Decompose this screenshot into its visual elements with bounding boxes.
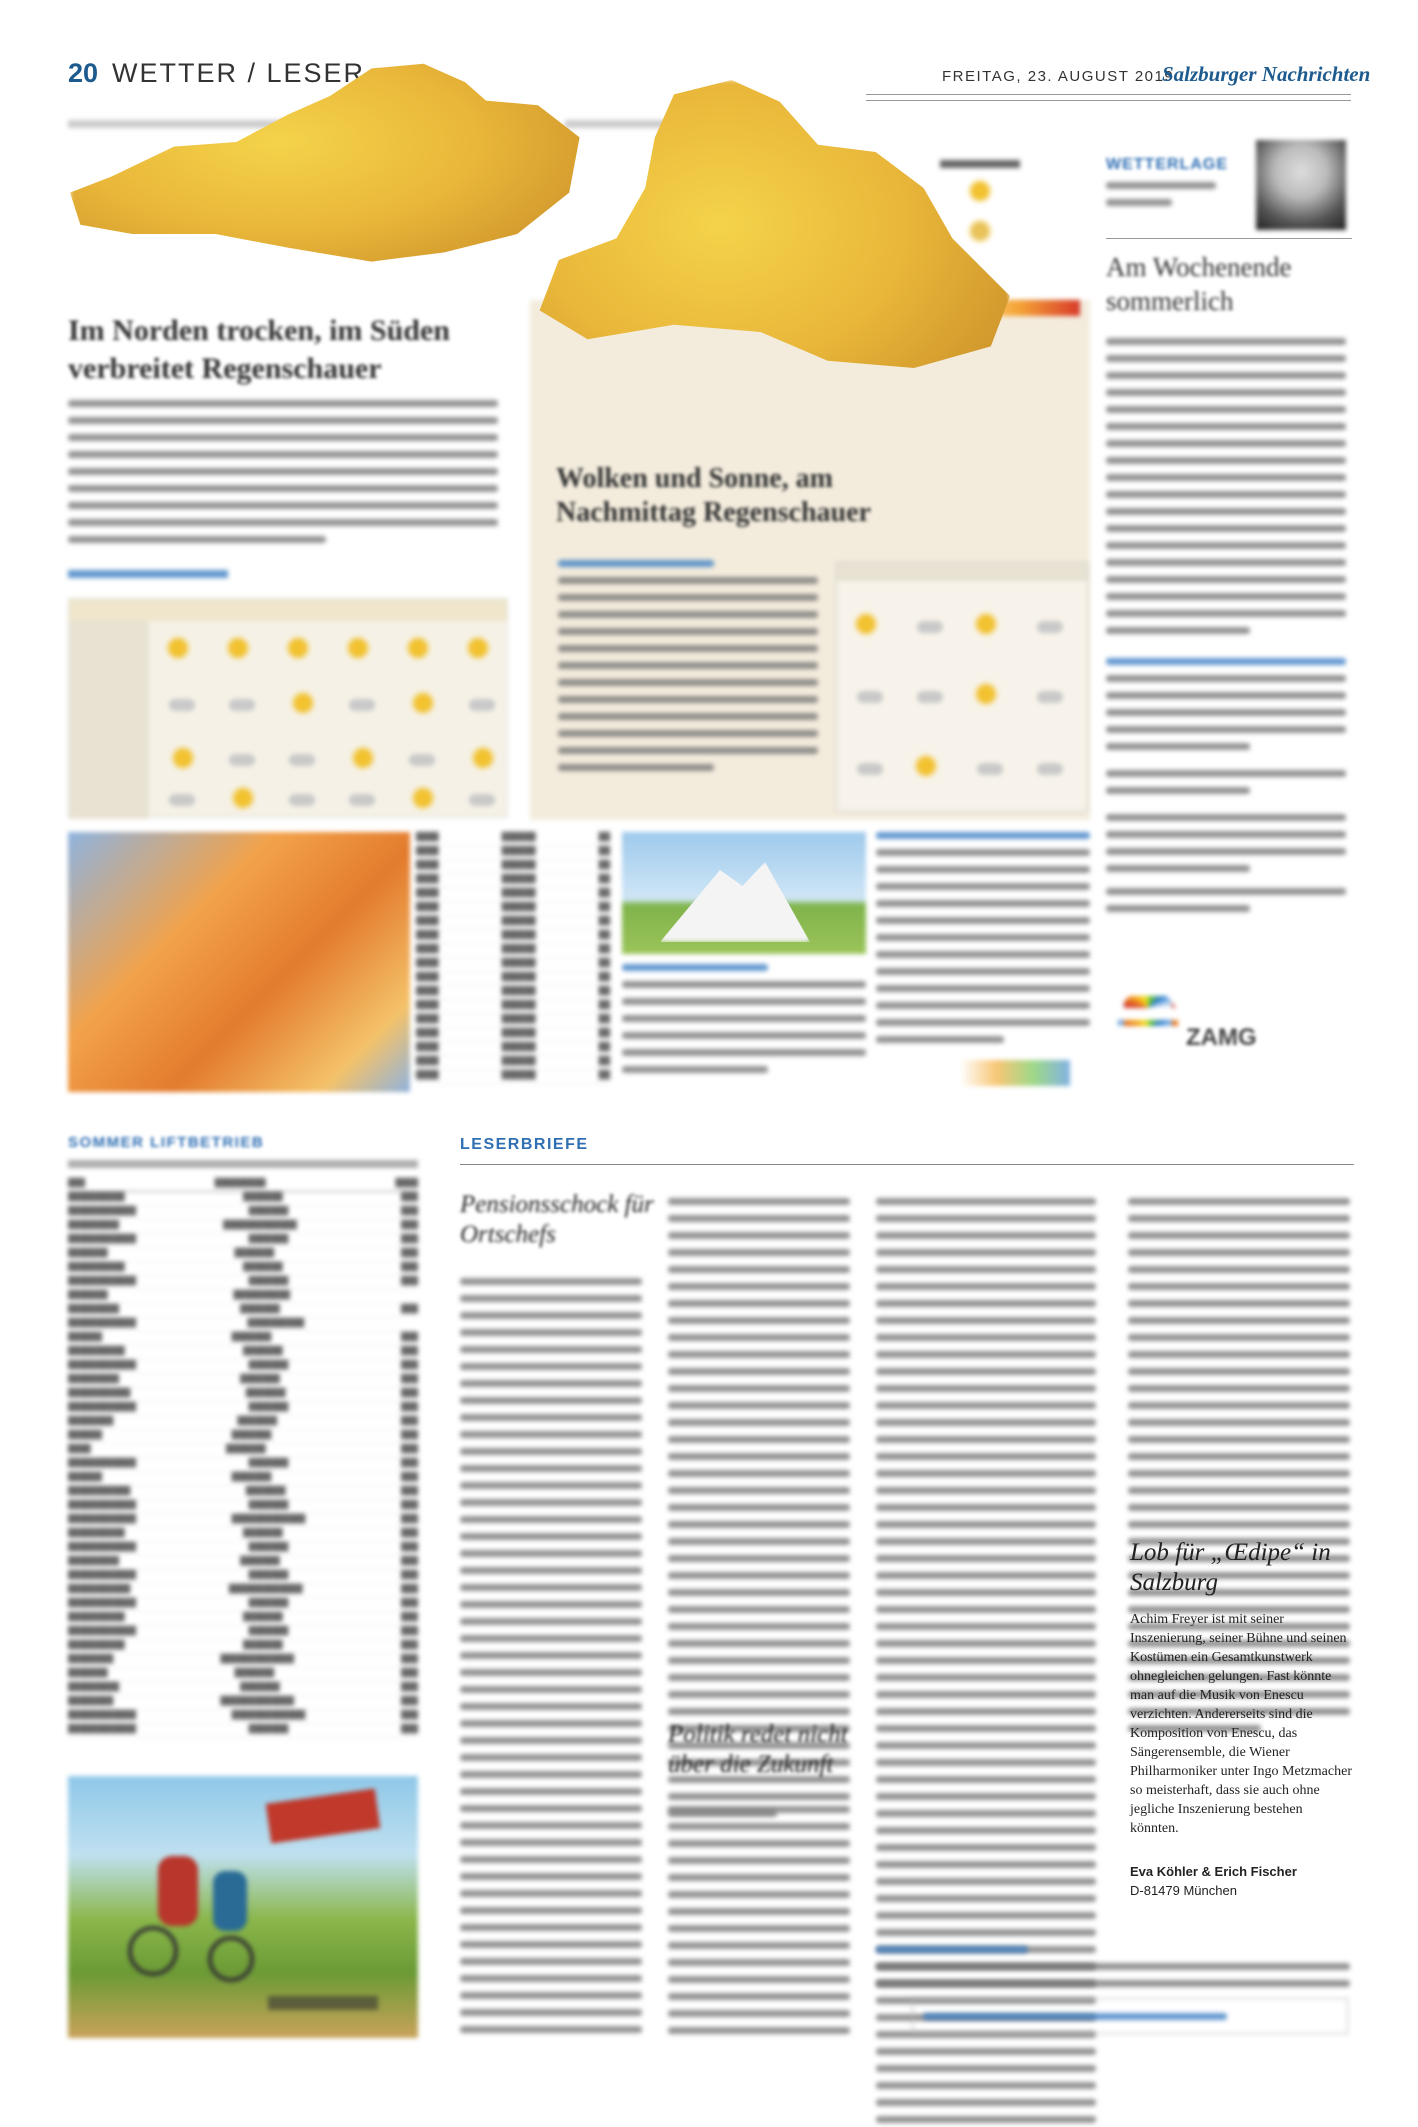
wetterlage-text [1106,338,1346,922]
gewitter-text [876,832,1090,1053]
leserbriefe-label: LESERBRIEFE [460,1136,589,1153]
header-rule-2 [866,100,1351,101]
liftbetrieb-table: ███ █████████ ████ ██████████ ███████ ███ ████████████ ███████ ███ █████████ █████████████ ███ ████████████ ███████ ███ ███████ ███████ ███ ██████████ ███████ ███ ████████████ ███████ ███ ███████ ██████████ █████████ ███████ ███ ████████████ ██████████ ██████ ███████ ███ ██████████ ███████ ███ ████████████ ███████ ███ █████████ ███████ ███ ███████████ ███████ ███ ████████████ ███████ ███ ████████ ███████ ███ ██████ ███████ ███ ████ ███████ ███ ████████████ ███████ ███ ██████ ███████ ███ ███████████ ███████ ███ ████████████ ███████ ███ ████████████ █████████████ ███ ██████████ ███████ ███ ████████████ ███████ ███ █████████ ███████ ███ ████████████ ███████ ███ ███████████ █████████████ ███ ████████████ ███████ ███ ██████████ ███████ ███ ████████████ ███████ ███ ██████████ ███████ ███ ████████ █████████████ ███ ███████ ███████ ███ █████████ ███████ ███ ████████ █████████████ ███ ████████████ █████████████ ███ ████████████ ███████ ███ [68,1178,418,1738]
wetterlage-headline: Am Wochenende sommerlich [1106,252,1292,316]
letter1-body-col1 [460,1278,642,2043]
page-number: 20 [68,58,99,88]
wetterlage-rule [1106,238,1352,239]
sun-moon-box [940,160,1020,280]
salzburg-forecast-table [836,562,1088,812]
austria-forecast-label [68,570,228,578]
masthead-logo: Salzburger Nachrichten [1162,62,1371,86]
austria-text [68,400,498,553]
featured-letter-signature [1130,1862,1352,1900]
europe-city-table: ████ ██████ ██ ████ ██████ ██ ████ ██████ ██ ████ ██████ ██ ████ ██████ ██ ████ ██████ ██ ████ ██████ ██ ████ ██████ ██ ████ ██████ ██ ████ ██████ ██ ████ ██████ ██ ████ ██████ ██ ████ ██████ ██ ████ ██████ ██ ████ ██████ ██ ████ ██████ ██ ████ ██████ ██ ████ ██████ ██ [416,832,610,1092]
salzburg-headline: Wolken und Sonne, am Nachmittag Regenschauer [556,463,871,528]
liftbetrieb-title: SOMMER LIFTBETRIEB [68,1134,265,1151]
featured-letter-author: Eva Köhler & Erich Fischer [1130,1864,1297,1879]
meteorologist-photo [1256,140,1346,230]
austria-headline: Im Norden trocken, im Süden verbreitet Regenschauer [68,314,450,385]
contact-info [876,1946,1350,1997]
letter2-body [668,1806,850,2044]
bike-advertisement [68,1776,418,2038]
letter2-title: Politik redet nicht über die Zukunft [668,1721,848,1778]
section-title: WETTER / LESER [112,58,366,88]
zamg-source-logo [960,1060,1070,1086]
featured-letter-body: Achim Freyer ist mit seiner Inszenierung, seiner Bühne und seinen Kostümen ein Gesamtkunstwerk ohnegleichen gelungen. Fast könnte man auf die Musik von Enescu verzichten. Andererseits sind die Komposition von Enescu, das Sängerensemble, die Wiener Philharmoniker unter Ingo Metzmacher so meisterhaft, dass sie auch ohne jegliche Inszenierung bestehen könnten. [1130,1612,1352,1836]
header-rule [866,94,1351,95]
featured-letter-title: Lob für „Œdipe“ in Salzburg [1130,1539,1331,1596]
wetterlage-author [1106,182,1216,216]
zamg-logo-text: ZAMG [1186,1024,1257,1051]
featured-letter-place: D-81479 München [1130,1883,1237,1898]
online-letters-box [912,1998,1348,2034]
leserbriefe-rule [460,1164,1354,1165]
issue-date: FREITAG, 23. AUGUST 2019 [942,68,1175,85]
letter1-title: Pensionsschock für Ortschefs [460,1191,654,1248]
wetterlage-label: WETTERLAGE [1106,156,1228,173]
salzburg-text [558,560,818,781]
austria-forecast-table [68,598,508,818]
mountain-text [622,964,866,1083]
liftbetrieb-subtitle [68,1160,418,1168]
europe-map [68,832,410,1092]
